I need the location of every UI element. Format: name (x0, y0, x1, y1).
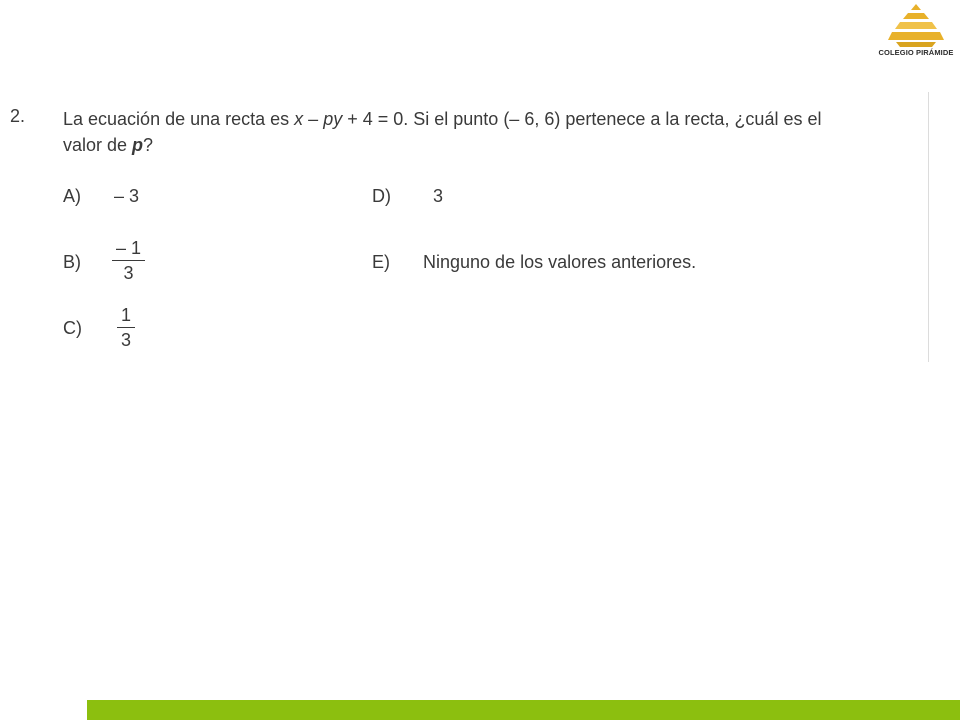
fraction-bar (112, 260, 145, 261)
option-c-denominator: 3 (121, 330, 132, 350)
variable-p: p (132, 135, 144, 155)
question-text-part: ? (143, 135, 154, 155)
option-c-numerator: 1 (121, 305, 132, 325)
option-d-letter: D) (372, 186, 391, 206)
option-a-letter: A) (63, 186, 81, 206)
option-c-letter: C) (63, 318, 82, 338)
fraction-bar (117, 327, 135, 328)
question-line-2 (63, 132, 923, 158)
option-a-value: – 3 (114, 186, 140, 206)
school-logo (874, 4, 958, 60)
option-b-letter: B) (63, 252, 81, 272)
question-text-part: valor de (63, 135, 133, 155)
question-text (63, 106, 923, 158)
variable-x: x (294, 109, 304, 129)
variable-py: py (323, 109, 343, 129)
option-d-value: 3 (433, 186, 444, 206)
option-c-fraction (117, 305, 135, 350)
question-number: 2. (10, 106, 26, 126)
divider-line (928, 92, 929, 362)
question-text-part: – (303, 109, 324, 129)
question-text-part: + 4 = 0. Si el punto (– 6, 6) pertenece a la recta, ¿cuál es el (342, 109, 822, 129)
option-e-letter: E) (372, 252, 390, 272)
option-e-value: Ninguno de los valores anteriores. (423, 252, 697, 272)
option-b-numerator: – 1 (116, 238, 142, 258)
question-text-part: La ecuación de una recta es (63, 109, 295, 129)
logo-text: COLEGIO PIRÁMIDE (878, 48, 954, 57)
footer-bar (87, 700, 960, 720)
question-line-1 (63, 106, 923, 132)
pyramid-icon (888, 4, 944, 50)
option-b-fraction (112, 238, 145, 283)
option-b-denominator: 3 (123, 263, 134, 283)
